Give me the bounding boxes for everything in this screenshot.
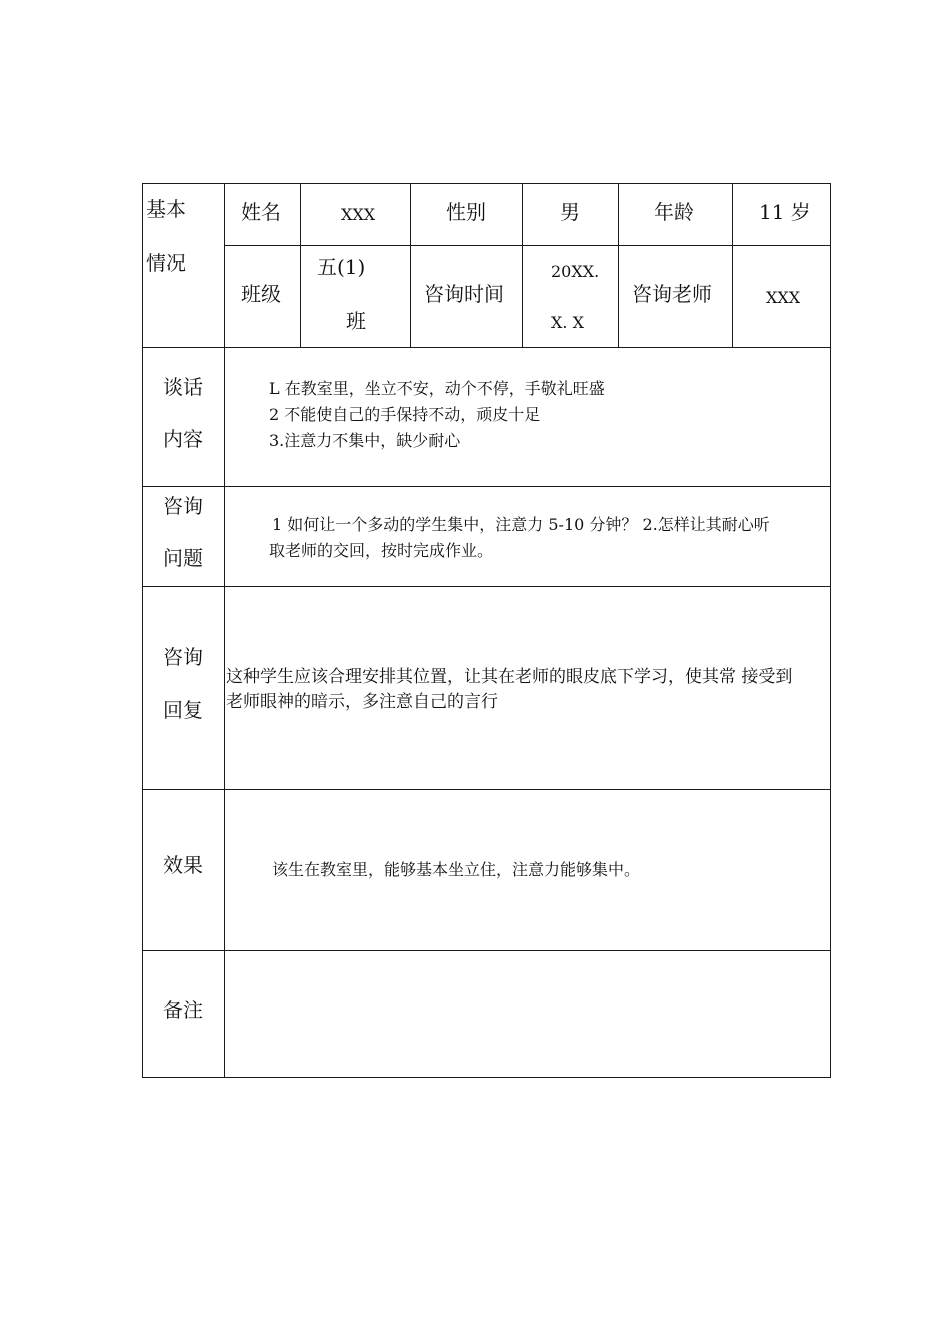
basic-section-label: 情况 xyxy=(146,251,186,275)
question-line: 1 如何让一个多动的学生集中，注意力 5-10 分钟？ 2.怎样让其耐心听 xyxy=(272,515,770,534)
question-label: 咨询 xyxy=(163,494,203,518)
row-divider xyxy=(142,950,831,951)
reply-line: 老师眼神的暗示，多注意自己的言行 xyxy=(226,692,498,712)
table-border-top xyxy=(142,183,831,184)
gender-value: 男 xyxy=(560,200,580,224)
row-divider xyxy=(142,486,831,487)
consult-teacher-label: 咨询老师 xyxy=(632,282,712,306)
talk-line: L 在教室里，坐立不安，动个不停，手敬礼旺盛 xyxy=(269,379,605,398)
age-value: 11 岁 xyxy=(759,200,811,224)
counseling-record-table xyxy=(142,183,831,1078)
effect-text: 该生在教室里，能够基本坐立住，注意力能够集中。 xyxy=(272,860,641,879)
consult-time-value: X. X xyxy=(551,313,584,332)
col-divider xyxy=(300,183,301,348)
col-divider xyxy=(732,183,733,348)
consult-time-label: 咨询时间 xyxy=(424,282,504,306)
age-label: 年龄 xyxy=(654,200,694,224)
name-label: 姓名 xyxy=(241,200,281,224)
table-border-right xyxy=(830,183,831,1078)
talk-line: 2 不能使自己的手保持不动，顽皮十足 xyxy=(269,405,541,424)
col-divider xyxy=(522,183,523,348)
col-divider xyxy=(618,183,619,348)
class-value: 班 xyxy=(346,309,366,333)
effect-label: 效果 xyxy=(163,853,203,877)
question-label: 问题 xyxy=(163,546,203,570)
basic-section-label: 基本 xyxy=(146,197,186,221)
talk-line: 3.注意力不集中，缺少耐心 xyxy=(269,431,461,450)
row-divider xyxy=(142,586,831,587)
row-divider xyxy=(142,347,831,348)
table-border-left xyxy=(142,183,143,1078)
talk-label: 内容 xyxy=(163,427,203,451)
consult-time-value: 20XX. xyxy=(551,262,600,281)
row-divider xyxy=(142,789,831,790)
reply-line: 这种学生应该合理安排其位置，让其在老师的眼皮底下学习，使其常 接受到 xyxy=(226,667,793,687)
label-column-divider xyxy=(224,183,225,1078)
class-label: 班级 xyxy=(241,282,281,306)
table-border-bottom xyxy=(142,1077,831,1078)
question-line: 取老师的交回，按时完成作业。 xyxy=(269,541,494,560)
reply-label: 咨询 xyxy=(163,645,203,669)
row-divider xyxy=(224,245,831,246)
remarks-label: 备注 xyxy=(163,998,203,1022)
talk-label: 谈话 xyxy=(163,375,203,399)
class-value: 五(1) xyxy=(317,255,366,279)
consult-teacher-value: XXX xyxy=(766,288,801,307)
reply-label: 回复 xyxy=(163,698,203,722)
name-value: XXX xyxy=(341,205,376,224)
gender-label: 性别 xyxy=(446,200,486,224)
col-divider xyxy=(410,183,411,348)
